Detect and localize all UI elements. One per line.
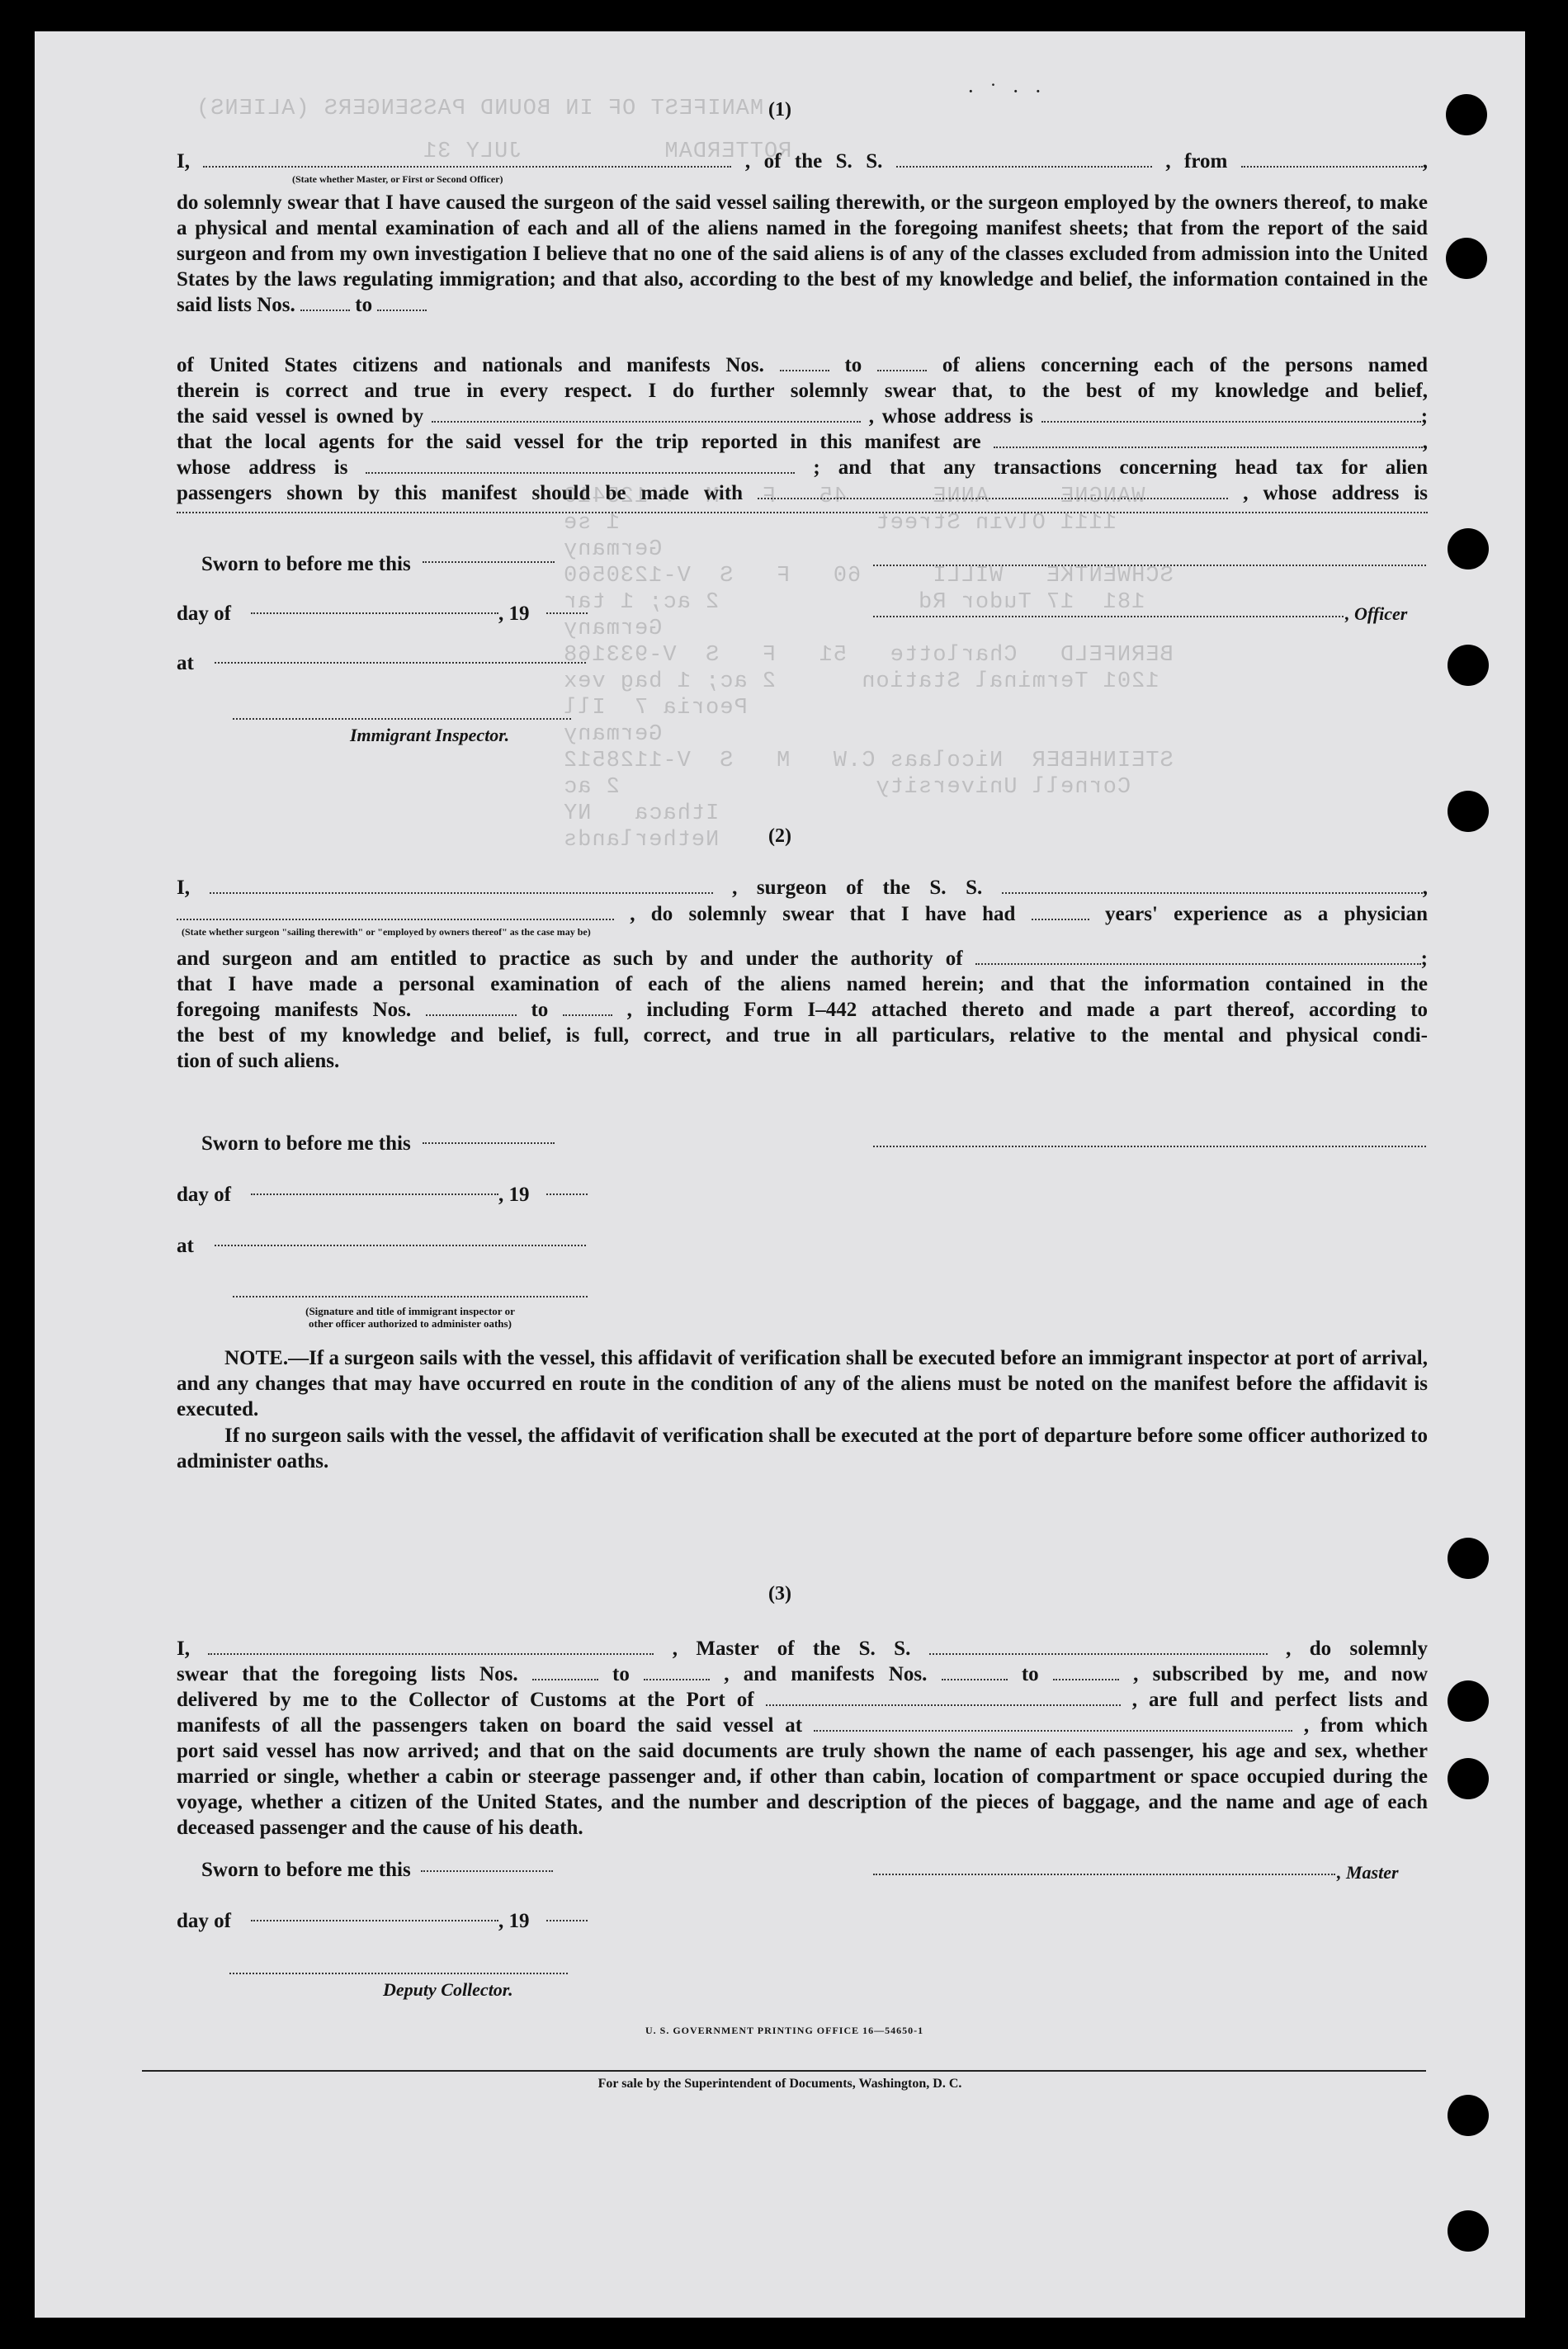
text: I, — [177, 150, 190, 173]
text: to — [844, 354, 862, 376]
text: (Signature and title of immigrant inspector or — [305, 1305, 515, 1317]
manifests-from-field[interactable] — [942, 1662, 1008, 1680]
ghost-entry: Germany — [563, 722, 663, 747]
punch-hole — [1448, 2095, 1489, 2136]
text: to — [531, 999, 549, 1021]
head-tax-address-field[interactable] — [177, 512, 1428, 513]
text: manifests of all the passengers taken on board the said vessel at — [177, 1714, 803, 1737]
signature-note — [224, 1305, 596, 1330]
text: whose address is — [177, 456, 348, 479]
master-label: , Master — [1337, 1862, 1399, 1883]
section-1-line: the said vessel is owned by , whose address is ; — [177, 405, 1429, 428]
day-of-label: day of — [177, 603, 231, 625]
officer-signature-line[interactable] — [873, 565, 1426, 566]
ghost-header-1: MANIFEST OF IN BOUND PASSENGERS (ALIENS) — [196, 97, 764, 121]
year-field[interactable] — [546, 1193, 588, 1195]
text: passengers shown by this manifest should be made with — [177, 482, 744, 504]
from-port-field[interactable] — [1241, 149, 1423, 168]
month-field[interactable] — [251, 1193, 498, 1195]
manifests-from-field[interactable] — [426, 998, 517, 1016]
officer-note: (State whether Master, or First or Second Officer) — [292, 173, 503, 185]
text: that the local agents for the said vessel for the trip reported in this manifest are — [177, 431, 981, 453]
section-1-line — [177, 480, 1428, 506]
text: , whose address is — [1243, 482, 1429, 504]
text: , whose address is — [868, 405, 1033, 428]
section-3-line — [177, 1661, 1428, 1687]
deputy-signature-line[interactable] — [229, 1973, 568, 1974]
sworn-label: Sworn to before me this — [201, 553, 411, 575]
text: , do solemnly — [1286, 1638, 1428, 1660]
sale-notice: For sale by the Superintendent of Documents, Washington, D. C. — [597, 2077, 962, 2091]
master-signature-line[interactable] — [873, 1874, 1335, 1875]
text: , surgeon of the S. S. — [732, 877, 983, 899]
manifests-from-field[interactable] — [780, 353, 829, 371]
punch-hole — [1448, 528, 1489, 570]
ghost-entry: BERNFELD Charlotte 51 F S V-933168 — [563, 643, 1174, 668]
note-paragraph — [177, 1345, 1428, 1422]
ghost-entry: Cornell University 2 ac — [563, 775, 1131, 800]
sworn-date-field[interactable] — [423, 561, 555, 563]
section-2-line — [177, 997, 1428, 1023]
ghost-entry: 181 17 Tudor Rd 2 ac; 1 tar — [563, 590, 1145, 615]
text: —If a surgeon sails with the vessel, this affidavit of verification shall be executed before an immigrant inspector at port of arrival, and any changes that may have occurred en route in the condition of any of the aliens must be noted on the manifest before the affidavit is executed. — [177, 1347, 1428, 1420]
month-field[interactable] — [251, 612, 498, 614]
ghost-entry: WANGNE ANNE 45 F M V-125410 — [563, 484, 1145, 509]
punch-hole — [1448, 1680, 1489, 1722]
text: I, — [177, 877, 190, 899]
text: , including Form I–442 attached thereto and made a part thereof, according to — [626, 999, 1429, 1021]
section-2-line: tion of such aliens. — [177, 1050, 340, 1072]
ghost-entry: 1111 Olvin Street 1 se — [563, 511, 1117, 536]
printing-office-imprint: U. S. GOVERNMENT PRINTING OFFICE 16—54650-1 — [645, 2025, 924, 2036]
footer-rule — [142, 2070, 1426, 2072]
section-3-line — [177, 1687, 1428, 1713]
inspector-signature-line[interactable] — [233, 718, 571, 720]
punch-hole — [1448, 2210, 1489, 2252]
lists-from-field[interactable] — [300, 293, 350, 311]
text: of aliens concerning each of the persons named — [942, 354, 1429, 376]
section-2-line: the best of my knowledge and belief, is full, correct, and true in all particulars, relative to the mental and physical condi- — [177, 1024, 1428, 1047]
section-2-line-1: I, , surgeon of the S. S. , — [177, 877, 1429, 899]
punch-hole — [1448, 1538, 1489, 1579]
note-paragraph-2: If no surgeon sails with the vessel, the affidavit of verification shall be executed at the port of departure before some officer authorized to administer oaths. — [177, 1425, 1428, 1472]
ghost-entry: Germany — [563, 537, 663, 562]
head-tax-party-field[interactable] — [758, 481, 1228, 499]
lists-to-field[interactable] — [377, 293, 427, 311]
ghost-entry: Netherlands — [563, 828, 720, 853]
location-field[interactable] — [215, 662, 586, 664]
punch-hole — [1448, 645, 1489, 686]
lists-to-field[interactable] — [644, 1662, 710, 1680]
text: do solemnly swear that I have caused the surgeon of the said vessel sailing therewith, or the surgeon employed by the owners thereof, to make a physical and mental examination of each and all of the aliens named in the foregoing manifest sheets; that from the report of the said surgeon and from my own investigation I believe that no one of the said aliens is of any of the classes excluded from admission into the United States by the laws regulating immigration; and that also, according to the best of my knowledge and belief, the information contained in the said lists Nos. — [177, 191, 1428, 316]
master-name-field[interactable] — [203, 149, 731, 168]
manifests-to-field[interactable] — [563, 998, 612, 1016]
sworn-date-field[interactable] — [423, 1142, 555, 1144]
note-label: NOTE. — [224, 1347, 289, 1369]
authority-field[interactable] — [975, 947, 1421, 965]
month-field[interactable] — [251, 1920, 498, 1921]
section-1-paragraph — [177, 190, 1428, 318]
vessel-name-field[interactable] — [929, 1637, 1268, 1655]
sworn-label: Sworn to before me this — [201, 1859, 411, 1881]
punch-hole — [1448, 1758, 1489, 1799]
ghost-entry: SCHWENTKE WILLI 60 F S V-1230560 — [563, 564, 1174, 588]
section-3-line-1 — [177, 1636, 1428, 1661]
punch-hole — [1446, 238, 1487, 279]
location-field[interactable] — [215, 1245, 586, 1246]
local-agents-field[interactable] — [994, 430, 1423, 448]
text: other officer authorized to administer oaths) — [309, 1317, 512, 1330]
section-1-line — [177, 455, 1428, 480]
ghost-header-2: ROTTERDAM JULY 31 — [423, 139, 792, 164]
year-label: , 19 — [498, 1184, 530, 1206]
text: swear that the foregoing lists Nos. — [177, 1663, 518, 1685]
section-1-line: that the local agents for the said vessel for the trip reported in this manifest are , — [177, 431, 1429, 453]
surgeon-name-field[interactable] — [210, 876, 713, 894]
text: foregoing manifests Nos. — [177, 999, 412, 1021]
sworn-date-field[interactable] — [421, 1870, 553, 1872]
vessel-name-field[interactable] — [896, 149, 1152, 168]
port-field[interactable] — [766, 1688, 1121, 1706]
section-1-line — [177, 352, 1428, 378]
text: , do solemnly swear that I have had — [630, 903, 1016, 925]
year-label: , 19 — [498, 1910, 530, 1932]
text: to — [612, 1663, 630, 1685]
section-2-line-2 — [177, 901, 1428, 927]
ink-specks: · ˙ · · — [967, 79, 1047, 103]
text: to — [355, 294, 373, 316]
manifests-to-field[interactable] — [1053, 1662, 1119, 1680]
section-2-number: (2) — [768, 825, 791, 847]
ghost-entry: Peoria 7 Ill — [563, 696, 748, 721]
text: , from — [1165, 150, 1228, 173]
inspector-signature-line[interactable] — [233, 1296, 588, 1297]
text: , from which — [1303, 1714, 1429, 1737]
text: and surgeon and am entitled to practice as such by and under the authority of — [177, 948, 963, 970]
ghost-entry: Ithaca NY — [563, 801, 720, 826]
master-name-field[interactable] — [208, 1637, 654, 1655]
surgeon-signature-line[interactable] — [873, 1146, 1426, 1147]
text: I, — [177, 1638, 190, 1660]
day-of-label: day of — [177, 1910, 231, 1932]
surgeon-note: (State whether surgeon "sailing therewith" or "employed by owners thereof" as the case may be) — [182, 926, 591, 938]
ghost-entry: Germany — [563, 617, 663, 641]
year-label: , 19 — [498, 603, 530, 625]
inspector-label: Immigrant Inspector. — [350, 725, 510, 745]
text: , Master of the S. S. — [672, 1638, 911, 1660]
departure-port-field[interactable] — [814, 1713, 1292, 1732]
at-label: at — [177, 652, 194, 674]
surgeon-vessel-field[interactable] — [1002, 876, 1423, 894]
agent-address-field[interactable] — [366, 456, 795, 474]
year-field[interactable] — [546, 1920, 588, 1921]
sworn-label: Sworn to before me this — [201, 1132, 411, 1155]
lists-from-field[interactable] — [532, 1662, 598, 1680]
section-1-line: therein is correct and true in every respect. I do further solemnly swear that, to the best of my knowledge and belief, — [177, 380, 1428, 402]
text: , subscribed by me, and now — [1133, 1663, 1429, 1685]
text: delivered by me to the Collector of Customs at the Port of — [177, 1689, 754, 1711]
surgeon-status-field[interactable] — [177, 902, 614, 920]
owner-field[interactable] — [432, 404, 861, 423]
ghost-entry: 1201 Terminal Station 2 ac; 1 bag vex — [563, 669, 1159, 694]
section-3-line — [177, 1713, 1428, 1738]
text: to — [1021, 1663, 1039, 1685]
officer-name-field[interactable] — [873, 616, 1344, 617]
text: ; and that any transactions concerning head tax for alien — [813, 456, 1429, 479]
ghost-entry: STEINHEBER Nicolaas C.W M S V-1128512 — [563, 749, 1174, 773]
day-of-label: day of — [177, 1184, 231, 1206]
text: , and manifests Nos. — [724, 1663, 928, 1685]
owner-address-field[interactable] — [1041, 404, 1421, 423]
section-1-line-1: I, , of the S. S. , from , — [177, 150, 1429, 173]
section-3-paragraph: port said vessel has now arrived; and that on the said documents are truly shown the name of each passenger, his age and sex, whether married or single, whether a cabin or steerage passenger and, if other than cabin, location of compartment or space occupied during the voyage, whether a citizen of the United States, and the number and description of the pieces of baggage, and the name and age of each deceased passenger and the cause of his death. — [177, 1740, 1428, 1839]
manifests-to-field[interactable] — [877, 353, 927, 371]
form-sheet — [35, 31, 1525, 2318]
officer-label: , Officer — [1345, 603, 1408, 624]
section-1-number: (1) — [768, 99, 791, 121]
text: , are full and perfect lists and — [1131, 1689, 1429, 1711]
section-2-line: and surgeon and am entitled to practice as such by and under the authority of ; — [177, 948, 1428, 970]
year-field[interactable] — [546, 612, 588, 614]
text: of United States citizens and nationals and manifests Nos. — [177, 354, 764, 376]
section-2-line: that I have made a personal examination of each of the aliens named herein; and that the information contained in the — [177, 973, 1428, 995]
section-3-number: (3) — [768, 1583, 791, 1605]
text: , of the S. S. — [744, 150, 883, 173]
text: years' experience as a physician — [1105, 903, 1429, 925]
deputy-label: Deputy Collector. — [383, 1979, 513, 2000]
years-field[interactable] — [1032, 902, 1089, 920]
text: the said vessel is owned by — [177, 405, 424, 428]
at-label: at — [177, 1235, 194, 1257]
